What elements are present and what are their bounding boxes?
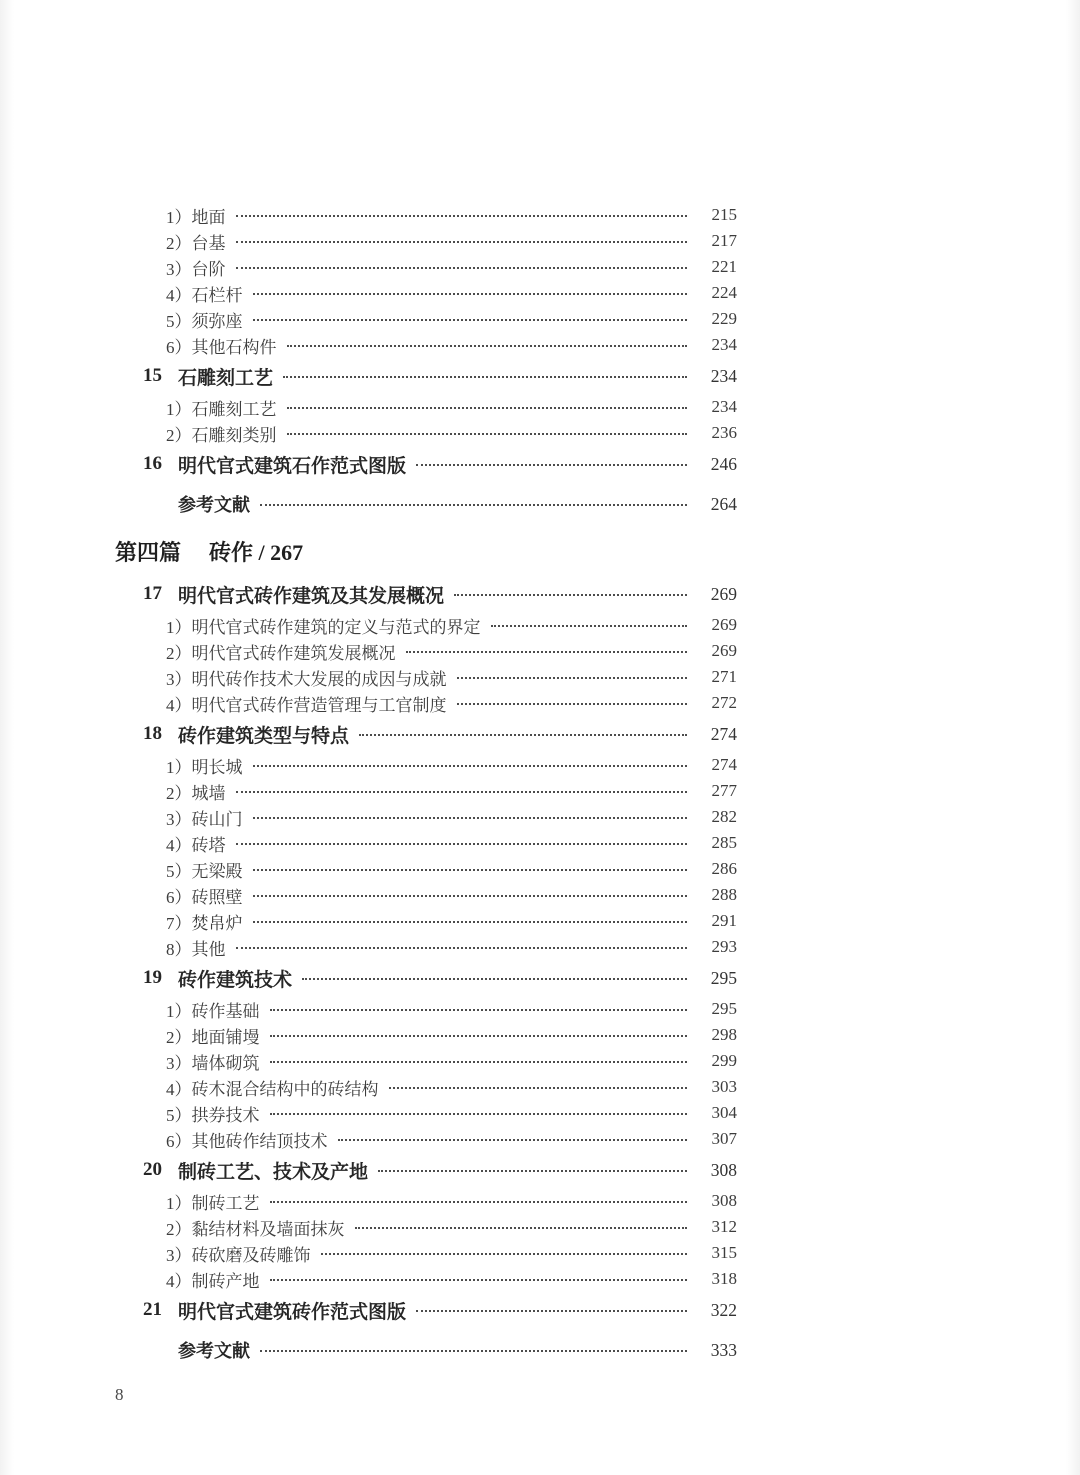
part-header (115, 526, 737, 576)
chapter-number: 17 (143, 583, 162, 604)
entry-title: 3）砖山门 (166, 809, 243, 829)
dot-leader (283, 376, 687, 378)
dot-leader (454, 594, 687, 596)
entry-title: 1）明长城 (166, 757, 243, 777)
dot-leader (287, 407, 688, 409)
entry-page-number: 271 (711, 667, 737, 686)
dot-leader (236, 241, 688, 243)
entry-page-number: 215 (711, 205, 737, 224)
entry-page-number: 333 (710, 1339, 737, 1360)
dot-leader (236, 947, 688, 949)
toc-row (166, 228, 737, 254)
entry-title: 明代官式建筑砖作范式图版 (178, 1301, 407, 1323)
entry-page-number: 312 (711, 1217, 737, 1236)
entry-page-number: 295 (711, 999, 737, 1018)
entry-page-number: 307 (711, 1129, 737, 1148)
chapter-number: 19 (143, 967, 162, 988)
toc-row (166, 1188, 737, 1214)
dot-leader (302, 978, 687, 980)
dot-leader (253, 765, 688, 767)
toc-row (178, 482, 737, 526)
entry-page-number: 298 (711, 1025, 737, 1044)
toc-row (143, 960, 737, 996)
entry-title: 7）焚帛炉 (166, 913, 243, 933)
entry-page-number: 322 (710, 1299, 737, 1320)
entry-title: 参考文献 (178, 495, 250, 515)
dot-leader (270, 1279, 688, 1281)
entry-title: 3）砖砍磨及砖雕饰 (166, 1245, 311, 1265)
entry-title: 2）明代官式砖作建筑发展概况 (166, 643, 396, 663)
dot-leader (270, 1035, 688, 1037)
toc-row (166, 690, 737, 716)
dot-leader (287, 345, 688, 347)
entry-title: 4）砖塔 (166, 835, 226, 855)
dot-leader (491, 625, 688, 627)
toc-row (166, 908, 737, 934)
toc-row (166, 1214, 737, 1240)
dot-leader (236, 843, 688, 845)
entry-title: 4）砖木混合结构中的砖结构 (166, 1079, 379, 1099)
toc-row (166, 1126, 737, 1152)
dot-leader (253, 895, 688, 897)
dot-leader (253, 817, 688, 819)
toc-row (166, 1074, 737, 1100)
entry-page-number: 236 (711, 423, 737, 442)
toc-row (166, 1266, 737, 1292)
toc-row (166, 306, 737, 332)
chapter-number: 15 (143, 365, 162, 386)
entry-page-number: 274 (711, 755, 737, 774)
toc-row (166, 830, 737, 856)
dot-leader (338, 1139, 688, 1141)
entry-title: 8）其他 (166, 939, 226, 959)
entry-title: 石雕刻工艺 (178, 367, 274, 389)
dot-leader (389, 1087, 688, 1089)
entry-title: 4）明代官式砖作营造管理与工官制度 (166, 695, 447, 715)
part-label: 第四篇 (115, 539, 182, 565)
entry-page-number: 274 (710, 723, 737, 744)
toc-row (143, 576, 737, 612)
toc-row (166, 934, 737, 960)
toc-row (166, 778, 737, 804)
dot-leader (406, 651, 688, 653)
dot-leader (457, 677, 688, 679)
chapter-number: 18 (143, 723, 162, 744)
dot-leader (253, 293, 688, 295)
toc-row (178, 1328, 737, 1372)
toc-row (166, 1022, 737, 1048)
toc-row (166, 638, 737, 664)
dot-leader (253, 869, 688, 871)
entry-page-number: 234 (711, 335, 737, 354)
entry-title: 2）台基 (166, 233, 226, 253)
entry-page-number: 234 (710, 365, 737, 386)
entry-page-number: 303 (711, 1077, 737, 1096)
entry-title: 6）砖照壁 (166, 887, 243, 907)
entry-page-number: 285 (711, 833, 737, 852)
entry-page-number: 229 (711, 309, 737, 328)
entry-page-number: 269 (711, 641, 737, 660)
dot-leader (236, 215, 688, 217)
entry-page-number: 299 (711, 1051, 737, 1070)
dot-leader (359, 734, 687, 736)
toc-row (166, 752, 737, 778)
entry-page-number: 315 (711, 1243, 737, 1262)
toc-row (166, 1240, 737, 1266)
part-title: 砖作 / 267 (209, 539, 304, 565)
dot-leader (457, 703, 688, 705)
toc-row (166, 856, 737, 882)
entry-title: 2）城墙 (166, 783, 226, 803)
toc-row (166, 996, 737, 1022)
chapter-number: 16 (143, 453, 162, 474)
dot-leader (236, 267, 688, 269)
entry-title: 2）黏结材料及墙面抹灰 (166, 1219, 345, 1239)
dot-leader (270, 1201, 688, 1203)
entry-title: 砖作建筑技术 (178, 969, 293, 991)
entry-title: 6）其他砖作结顶技术 (166, 1131, 328, 1151)
toc-row (166, 1048, 737, 1074)
entry-title: 2）石雕刻类别 (166, 425, 277, 445)
dot-leader (253, 319, 688, 321)
entry-page-number: 295 (710, 967, 737, 988)
entry-title: 3）墙体砌筑 (166, 1053, 260, 1073)
entry-page-number: 234 (711, 397, 737, 416)
toc-row (166, 882, 737, 908)
dot-leader (287, 433, 688, 435)
entry-title: 明代官式砖作建筑及其发展概况 (178, 585, 445, 607)
dot-leader (416, 464, 687, 466)
entry-title: 1）地面 (166, 207, 226, 227)
dot-leader (270, 1113, 688, 1115)
dot-leader (270, 1061, 688, 1063)
entry-title: 5）须弥座 (166, 311, 243, 331)
entry-page-number: 269 (711, 615, 737, 634)
toc-row (143, 1292, 737, 1328)
toc-row (166, 1100, 737, 1126)
entry-title: 制砖工艺、技术及产地 (178, 1161, 369, 1183)
toc-row (166, 202, 737, 228)
entry-page-number: 291 (711, 911, 737, 930)
entry-page-number: 221 (711, 257, 737, 276)
entry-page-number: 217 (711, 231, 737, 250)
dot-leader (253, 921, 688, 923)
toc-list (115, 202, 737, 1372)
dot-leader (260, 1350, 687, 1352)
dot-leader (416, 1310, 687, 1312)
toc-row (166, 280, 737, 306)
toc-row (166, 420, 737, 446)
entry-title: 1）砖作基础 (166, 1001, 260, 1021)
entry-page-number: 269 (710, 583, 737, 604)
entry-page-number: 277 (711, 781, 737, 800)
entry-page-number: 224 (711, 283, 737, 302)
entry-page-number: 264 (710, 493, 737, 514)
toc-row (166, 332, 737, 358)
toc-row (143, 1152, 737, 1188)
entry-page-number: 288 (711, 885, 737, 904)
entry-title: 4）石栏杆 (166, 285, 243, 305)
entry-page-number: 308 (711, 1191, 737, 1210)
entry-title: 砖作建筑类型与特点 (178, 725, 350, 747)
entry-title: 3）明代砖作技术大发展的成因与成就 (166, 669, 447, 689)
entry-title: 6）其他石构件 (166, 337, 277, 357)
dot-leader (378, 1170, 687, 1172)
entry-page-number: 308 (710, 1159, 737, 1180)
entry-title: 5）拱券技术 (166, 1105, 260, 1125)
entry-page-number: 318 (711, 1269, 737, 1288)
toc-row (143, 358, 737, 394)
toc-row (166, 804, 737, 830)
entry-title: 参考文献 (178, 1341, 250, 1361)
toc-row (143, 716, 737, 752)
entry-page-number: 304 (711, 1103, 737, 1122)
entry-title: 4）制砖产地 (166, 1271, 260, 1291)
entry-title: 1）明代官式砖作建筑的定义与范式的界定 (166, 617, 481, 637)
dot-leader (270, 1009, 688, 1011)
entry-title: 1）石雕刻工艺 (166, 399, 277, 419)
entry-title: 明代官式建筑石作范式图版 (178, 455, 407, 477)
toc-row (143, 446, 737, 482)
toc-row (166, 254, 737, 280)
entry-page-number: 272 (711, 693, 737, 712)
toc-row (166, 664, 737, 690)
footer-page-number: 8 (115, 1385, 124, 1404)
entry-title: 5）无梁殿 (166, 861, 243, 881)
dot-leader (236, 791, 688, 793)
toc-row (166, 394, 737, 420)
entry-page-number: 282 (711, 807, 737, 826)
dot-leader (260, 504, 687, 506)
entry-page-number: 286 (711, 859, 737, 878)
toc-row (166, 612, 737, 638)
entry-title: 2）地面铺墁 (166, 1027, 260, 1047)
chapter-number: 20 (143, 1159, 162, 1180)
entry-title: 3）台阶 (166, 259, 226, 279)
entry-page-number: 246 (710, 453, 737, 474)
chapter-number: 21 (143, 1299, 162, 1320)
entry-title: 1）制砖工艺 (166, 1193, 260, 1213)
dot-leader (355, 1227, 688, 1229)
dot-leader (321, 1253, 688, 1255)
entry-page-number: 293 (711, 937, 737, 956)
